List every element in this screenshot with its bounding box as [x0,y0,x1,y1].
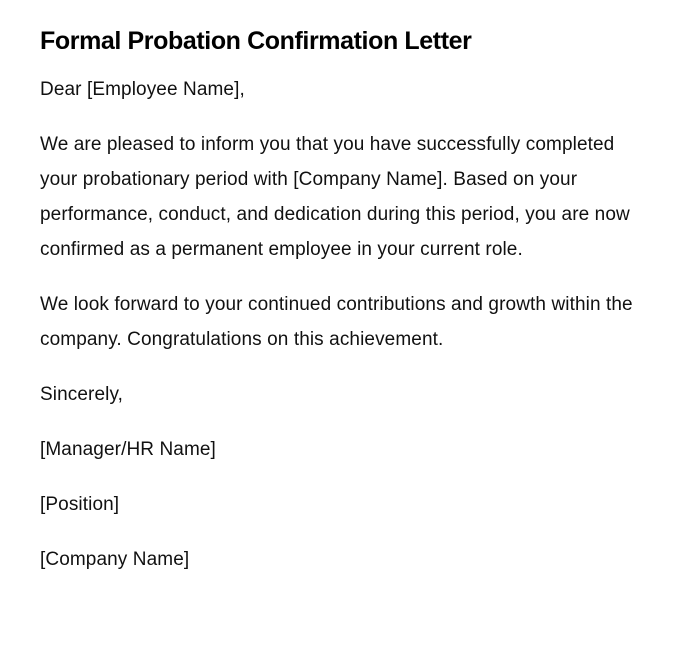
letter-body-paragraph-2: We look forward to your continued contributions and growth within the company. Congratulations on this achievement. [40,294,633,350]
signer-position: [Position] [40,494,120,515]
letter-greeting: Dear [Employee Name], [40,79,245,100]
signer-company: [Company Name] [40,549,190,570]
letter-body-paragraph-1: We are pleased to inform you that you have successfully completed your probationary period with [Company Name]. Based on your performance, conduct, and dedication during this period, you are now confirmed as a permanent employee in your current role. [40,134,630,260]
letter-document [40,24,640,597]
letter-title: Formal Probation Confirmation Letter [40,27,472,55]
letter-closing: Sincerely, [40,384,124,405]
signer-name: [Manager/HR Name] [40,439,216,460]
